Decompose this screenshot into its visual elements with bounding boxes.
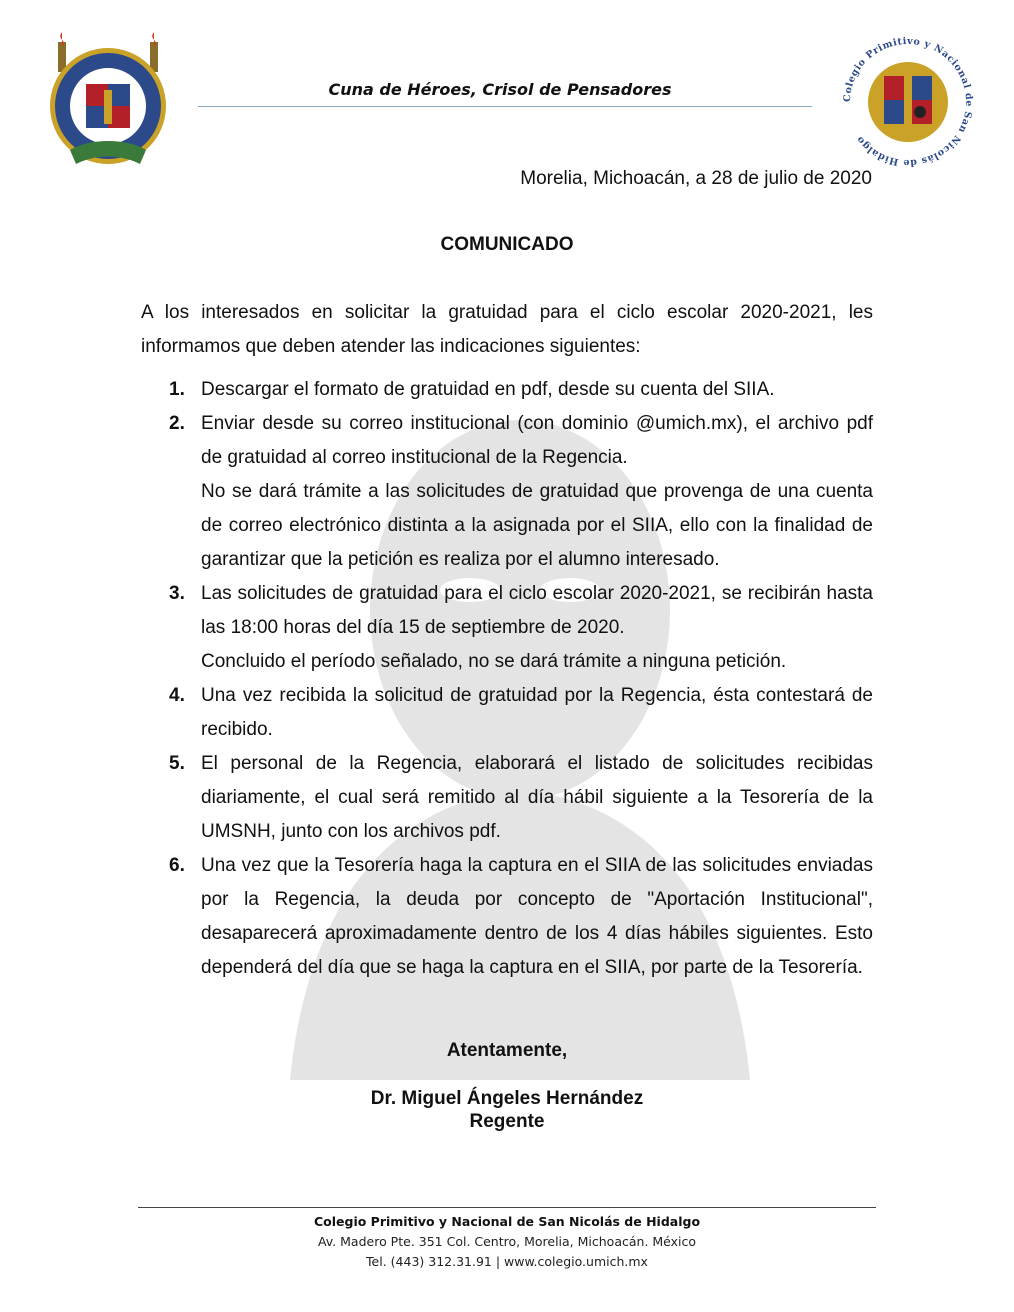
list-item bbox=[141, 849, 873, 985]
footer-divider bbox=[138, 1207, 876, 1208]
item-number: 3. bbox=[169, 583, 185, 604]
university-seal-logo bbox=[40, 32, 176, 172]
header-motto: Cuna de Héroes, Crisol de Pensadores bbox=[328, 80, 672, 99]
footer-contact: Tel. (443) 312.31.91 | www.colegio.umich.mx bbox=[366, 1254, 648, 1269]
footer-institution: Colegio Primitivo y Nacional de San Nicolás de Hidalgo bbox=[313, 1214, 701, 1229]
closing-salutation: Atentamente, bbox=[446, 1040, 568, 1061]
item-text: Las solicitudes de gratuidad para el ciclo escolar 2020-2021, se recibirán hasta las 18:00 horas del día 15 de septiembre de 2020. bbox=[201, 583, 873, 638]
footer bbox=[0, 1212, 1014, 1272]
item-number: 2. bbox=[169, 413, 185, 434]
item-text: Una vez que la Tesorería haga la captura en el SIIA de las solicitudes enviadas por la Regencia, la deuda por concepto de "Aportación Institucional", desaparecerá aproximadamente dentro de los 4 días hábiles siguientes. Esto dependerá del día que se haga la captura en el SIIA, por parte de la Tesorería. bbox=[201, 855, 873, 978]
item-text: Enviar desde su correo institucional (con dominio @umich.mx), el archivo pdf de gratuidad al correo institucional de la Regencia. bbox=[201, 413, 873, 468]
list-item bbox=[141, 373, 873, 407]
item-number: 1. bbox=[169, 379, 185, 400]
intro-paragraph: A los interesados en solicitar la gratuidad para el ciclo escolar 2020-2021, les informamos que deben atender las indicaciones siguientes: bbox=[141, 302, 873, 357]
signature-block bbox=[0, 1087, 1014, 1133]
item-text: Descargar el formato de gratuidad en pdf, desde su cuenta del SIIA. bbox=[201, 379, 775, 400]
list-item bbox=[141, 747, 873, 849]
item-text: Una vez recibida la solicitud de gratuidad por la Regencia, ésta contestará de recibido. bbox=[201, 685, 873, 740]
list-item bbox=[141, 407, 873, 577]
item-number: 4. bbox=[169, 685, 185, 706]
item-text: El personal de la Regencia, elaborará el listado de solicitudes recibidas diariamente, el cual será remitido al día hábil siguiente a la Tesorería de la UMSNH, junto con los archivos pdf. bbox=[201, 753, 873, 842]
list-item bbox=[141, 577, 873, 679]
signer-title: Regente bbox=[469, 1111, 545, 1132]
list-item bbox=[141, 679, 873, 747]
date-line: Morelia, Michoacán, a 28 de julio de 2020 bbox=[520, 168, 872, 189]
instruction-list bbox=[141, 373, 873, 985]
document-title: COMUNICADO bbox=[440, 234, 574, 255]
item-text: Concluido el período señalado, no se dará trámite a ninguna petición. bbox=[201, 651, 787, 672]
svg-text:Colegio Primitivo y Nacional d: Colegio Primitivo y Nacional de San Nicolás de Hidalgo bbox=[841, 35, 975, 169]
header-divider bbox=[198, 106, 812, 107]
colegio-seal-logo bbox=[834, 28, 982, 176]
item-text: No se dará trámite a las solicitudes de gratuidad que provenga de una cuenta de correo electrónico distinta a la asignada por el SIIA, ello con la finalidad de garantizar que la petición es realiza por el alumno interesado. bbox=[201, 481, 873, 570]
item-number: 5. bbox=[169, 753, 185, 774]
signer-name: Dr. Miguel Ángeles Hernández bbox=[370, 1088, 644, 1109]
item-number: 6. bbox=[169, 855, 185, 876]
footer-address: Av. Madero Pte. 351 Col. Centro, Morelia, Michoacán. México bbox=[317, 1234, 697, 1249]
